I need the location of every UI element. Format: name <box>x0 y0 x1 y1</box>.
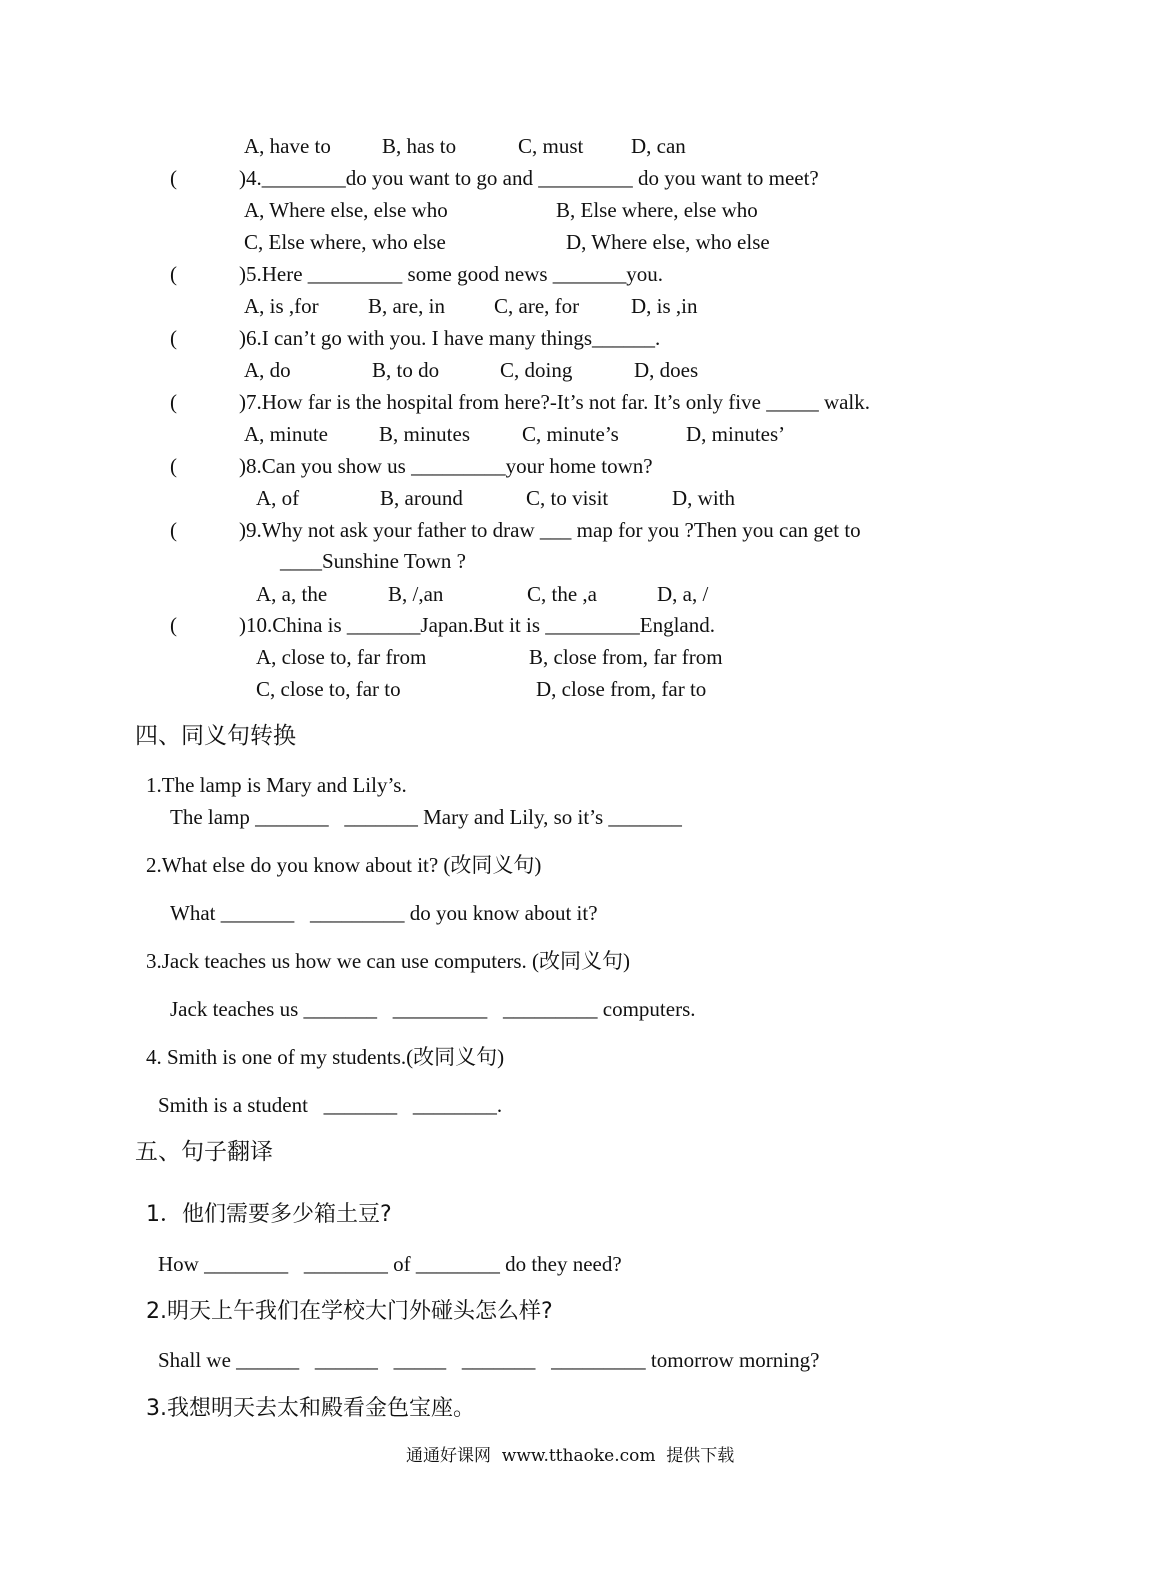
q6-option-a: A, do <box>244 358 291 382</box>
q4-paren: ( <box>170 166 177 190</box>
q6-stem: )6.I can’t go with you. I have many things______. <box>239 326 661 350</box>
q10-stem: )10.China is _______Japan.But it is _________England. <box>239 613 715 637</box>
s5-a2: Shall we ______ ______ _____ _______ _________ tomorrow morning? <box>158 1348 820 1372</box>
q8-option-b: B, around <box>380 486 463 510</box>
s4-a2: What _______ _________ do you know about it? <box>170 901 598 925</box>
section4-title: 四、同义句转换 <box>135 723 296 749</box>
q6-option-b: B, to do <box>372 358 440 382</box>
s4-q1: 1.The lamp is Mary and Lily’s. <box>146 773 407 797</box>
s4-q4: 4. Smith is one of my students.(改同义句) <box>146 1045 505 1069</box>
page-footer: 通通好课网 www.tthaoke.com 提供下载 <box>406 1446 735 1466</box>
s4-q3: 3.Jack teaches us how we can use computers. (改同义句) <box>146 949 631 973</box>
q7-option-c: C, minute’s <box>522 422 619 446</box>
s4-a4: Smith is a student _______ ________. <box>158 1093 503 1117</box>
q8-stem: )8.Can you show us _________your home town? <box>239 454 653 478</box>
q6-paren: ( <box>170 326 177 350</box>
q3-option-d: D, can <box>631 134 686 158</box>
s5-q1: 1．他们需要多少箱土豆? <box>146 1202 392 1227</box>
s4-a3: Jack teaches us _______ _________ _________ computers. <box>170 997 696 1021</box>
q10-option-a: A, close to, far from <box>256 645 427 669</box>
q4-stem: )4.________do you want to go and _________ do you want to meet? <box>239 166 819 190</box>
q3-option-c: C, must <box>518 134 584 158</box>
q3-option-b: B, has to <box>382 134 457 158</box>
q5-option-c: C, are, for <box>494 294 580 318</box>
s5-q3: 3.我想明天去太和殿看金色宝座。 <box>146 1396 475 1421</box>
q4-option-d: D, Where else, who else <box>566 230 770 254</box>
q10-option-b: B, close from, far from <box>529 645 723 669</box>
q5-paren: ( <box>170 262 177 286</box>
q5-option-a: A, is ,for <box>244 294 319 318</box>
q6-option-d: D, does <box>634 358 699 382</box>
q9-option-c: C, the ,a <box>527 582 597 606</box>
q7-paren: ( <box>170 390 177 414</box>
q10-option-d: D, close from, far to <box>536 677 707 701</box>
s5-a1: How ________ ________ of ________ do they need? <box>158 1252 622 1276</box>
s4-a1: The lamp _______ _______ Mary and Lily, so it’s _______ <box>170 805 682 829</box>
q9-option-d: D, a, / <box>657 582 709 606</box>
q7-stem: )7.How far is the hospital from here?-It’s not far. It’s only five _____ walk. <box>239 390 871 414</box>
q4-option-b: B, Else where, else who <box>556 198 758 222</box>
s5-q2: 2.明天上午我们在学校大门外碰头怎么样? <box>146 1299 553 1324</box>
q4-option-a: A, Where else, else who <box>244 198 448 222</box>
q5-option-d: D, is ,in <box>631 294 698 318</box>
q7-option-d: D, minutes’ <box>686 422 786 446</box>
q8-option-c: C, to visit <box>526 486 609 510</box>
q7-option-a: A, minute <box>244 422 328 446</box>
q3-option-a: A, have to <box>244 134 331 158</box>
section5-title: 五、句子翻译 <box>135 1139 273 1165</box>
q8-paren: ( <box>170 454 177 478</box>
q9-option-a: A, a, the <box>256 582 328 606</box>
q9-option-b: B, /,an <box>388 582 444 606</box>
q7-option-b: B, minutes <box>379 422 471 446</box>
q5-option-b: B, are, in <box>368 294 445 318</box>
q8-option-a: A, of <box>256 486 300 510</box>
q8-option-d: D, with <box>672 486 735 510</box>
q5-stem: )5.Here _________ some good news _______you. <box>239 262 664 286</box>
q6-option-c: C, doing <box>500 358 573 382</box>
q9-stem: )9.Why not ask your father to draw ___ map for you ?Then you can get to <box>239 518 861 542</box>
q9-paren: ( <box>170 518 177 542</box>
s4-q2: 2.What else do you know about it? (改同义句) <box>146 853 542 877</box>
q10-option-c: C, close to, far to <box>256 677 401 701</box>
q9-stem-continued: ____Sunshine Town ? <box>280 549 466 573</box>
q10-paren: ( <box>170 613 177 637</box>
q4-option-c: C, Else where, who else <box>244 230 446 254</box>
